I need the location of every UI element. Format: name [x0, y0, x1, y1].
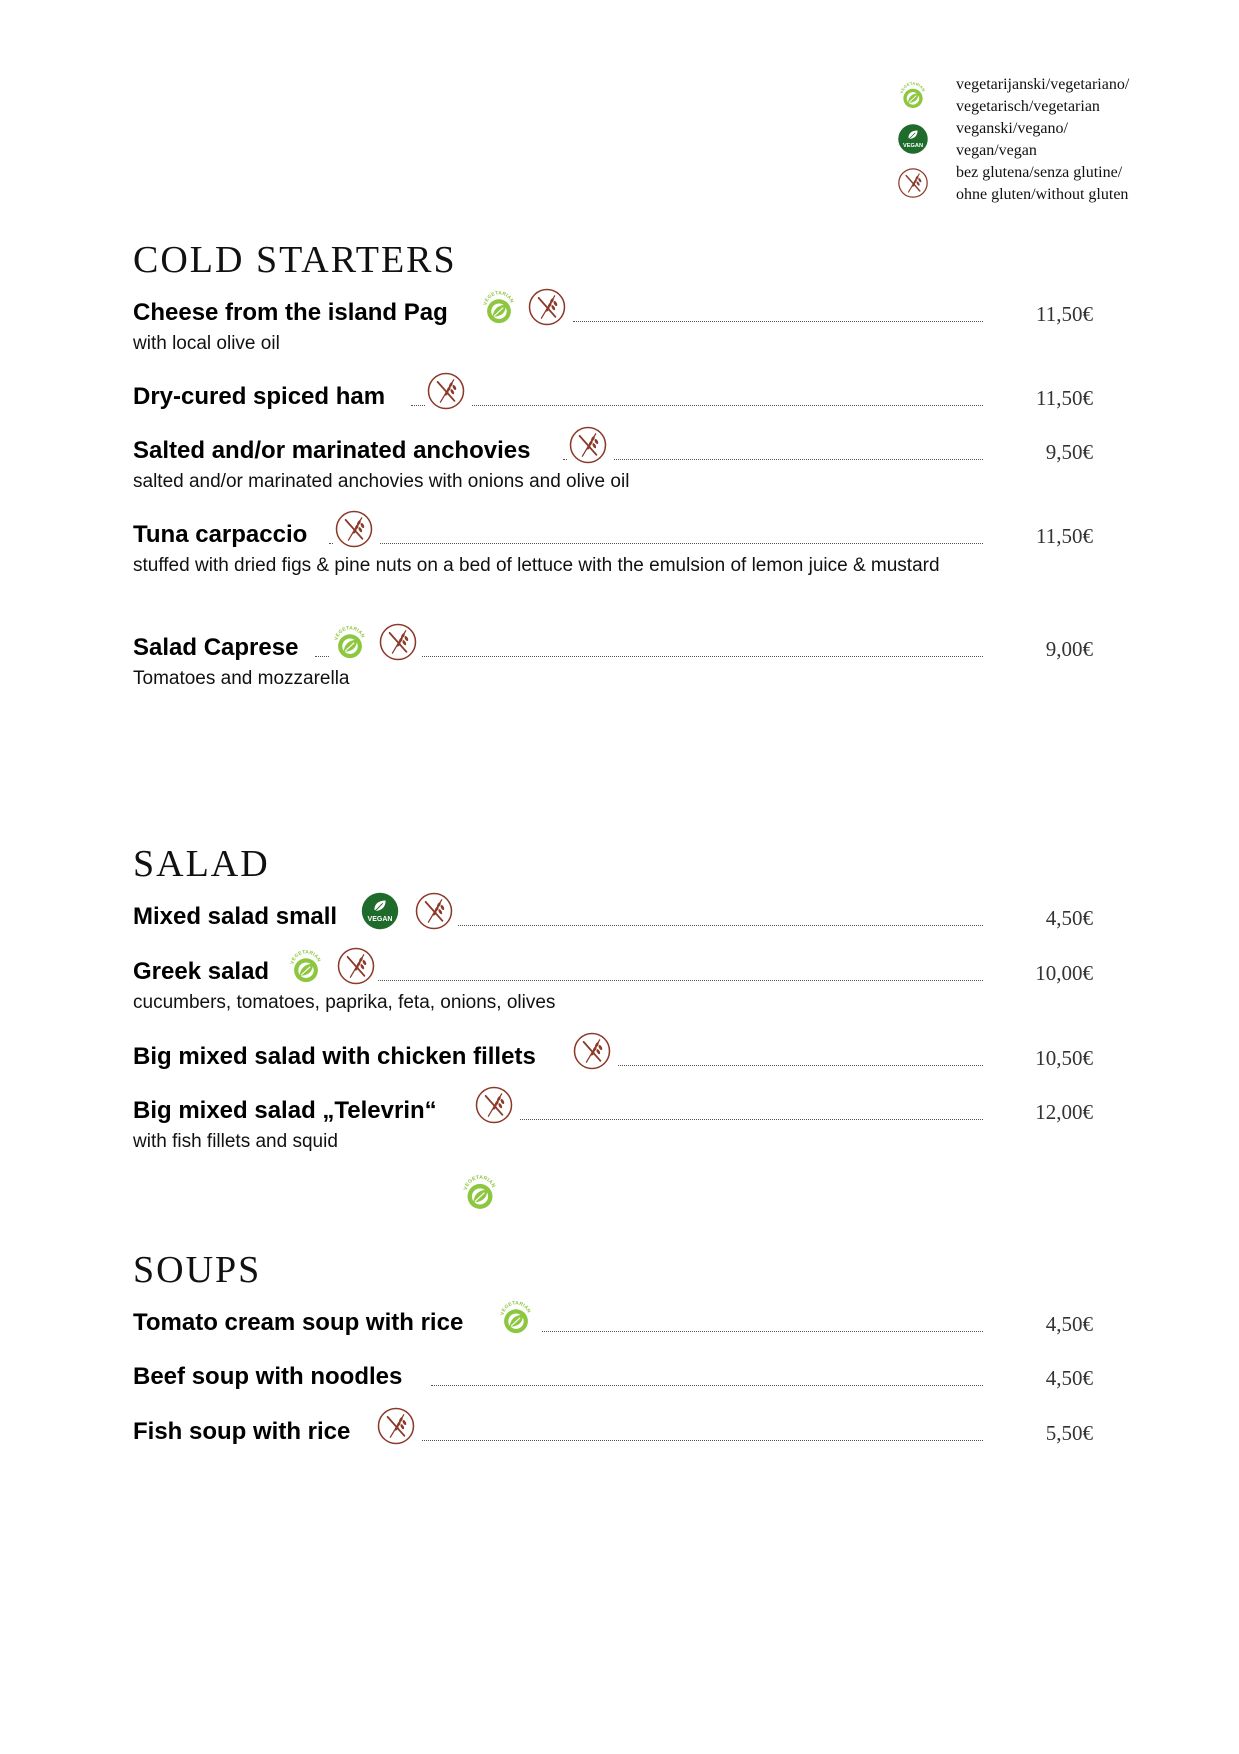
item-name: Fish soup with rice	[133, 1417, 356, 1447]
item-price: 5,50€	[1045, 1421, 1093, 1445]
vegetarian-icon	[329, 621, 371, 663]
gluten-free-icon	[896, 166, 930, 200]
menu-item	[133, 955, 1093, 1017]
dot-leader	[431, 1385, 983, 1386]
item-price: 9,50€	[1045, 440, 1093, 464]
dot-leader	[505, 1331, 983, 1332]
legend-text: veganski/vegano/	[956, 120, 1068, 137]
item-price: 12,00€	[1035, 1100, 1093, 1124]
dot-leader	[373, 980, 983, 981]
vegan-icon	[896, 122, 930, 156]
menu-item	[133, 518, 1093, 580]
menu-item	[133, 1306, 1093, 1340]
item-price: 11,50€	[1036, 524, 1093, 548]
item-name: Dry-cured spiced ham	[133, 382, 391, 412]
dot-leader	[329, 543, 983, 544]
gluten-free-icon	[526, 286, 568, 328]
menu-item	[133, 380, 1093, 414]
menu-item	[133, 434, 1093, 496]
item-name: Salted and/or marinated anchovies	[133, 436, 536, 466]
dot-leader	[603, 1065, 983, 1066]
item-icons	[571, 1028, 617, 1072]
item-price: 11,50€	[1036, 386, 1093, 410]
item-description: stuffed with dried figs & pine nuts on a bed of lettuce with the emulsion of lemon juice & mustard	[133, 555, 940, 576]
item-icons	[285, 943, 377, 987]
item-name: Big mixed salad with chicken fillets	[133, 1042, 542, 1072]
dot-leader	[381, 1440, 983, 1441]
item-icons	[495, 1294, 541, 1338]
gluten-free-icon	[567, 424, 609, 466]
gluten-free-icon	[571, 1030, 613, 1072]
vegan-icon	[359, 890, 401, 932]
legend-vegan	[896, 118, 1216, 162]
item-name: Salad Caprese	[133, 633, 304, 663]
legend-text: ohne gluten/without gluten	[956, 186, 1129, 203]
item-price: 10,00€	[1035, 961, 1093, 985]
item-price: 4,50€	[1045, 1366, 1093, 1390]
gluten-free-icon	[333, 508, 375, 550]
menu-item	[133, 296, 1093, 358]
item-name: Big mixed salad „Televrin“	[133, 1096, 443, 1126]
item-description: cucumbers, tomatoes, paprika, feta, onions, olives	[133, 992, 556, 1013]
item-price: 10,50€	[1035, 1046, 1093, 1070]
item-description: salted and/or marinated anchovies with onions and olive oil	[133, 471, 630, 492]
legend-text: vegan/vegan	[956, 142, 1037, 159]
section-title-cold-starters: COLD STARTERS	[133, 239, 457, 281]
legend-text: bez glutena/senza glutine/	[956, 164, 1123, 181]
gluten-free-icon	[375, 1405, 417, 1447]
item-name: Beef soup with noodles	[133, 1362, 408, 1392]
menu-item	[133, 631, 1093, 693]
gluten-free-icon	[377, 621, 419, 663]
dot-leader	[563, 459, 983, 460]
dot-leader	[573, 321, 983, 322]
item-price: 4,50€	[1045, 1312, 1093, 1336]
legend-text: vegetarijanski/vegetariano/	[956, 76, 1130, 93]
vegetarian-icon	[458, 1170, 502, 1214]
gluten-free-icon	[335, 945, 377, 987]
item-description: Tomatoes and mozzarella	[133, 668, 350, 689]
section-title-soups: SOUPS	[133, 1249, 262, 1291]
item-description: with fish fillets and squid	[133, 1131, 338, 1152]
gluten-free-icon	[413, 890, 455, 932]
item-icons	[359, 888, 457, 932]
item-name: Cheese from the island Pag	[133, 298, 454, 328]
gluten-free-icon	[425, 370, 467, 412]
legend-vegetarian	[896, 74, 1216, 118]
item-price: 11,50€	[1036, 302, 1093, 326]
item-icons	[478, 284, 570, 328]
item-name: Tomato cream soup with rice	[133, 1308, 469, 1338]
item-name: Tuna carpaccio	[133, 520, 313, 550]
gluten-free-icon	[473, 1084, 515, 1126]
dot-leader	[411, 405, 983, 406]
vegetarian-icon	[478, 286, 520, 328]
item-price: 4,50€	[1045, 906, 1093, 930]
section-title-salad: SALAD	[133, 843, 270, 885]
item-icons	[567, 422, 613, 466]
legend-text: vegetarisch/vegetarian	[956, 98, 1100, 115]
legend-gluten-free	[896, 162, 1216, 206]
dot-leader	[518, 1119, 983, 1120]
menu-item	[133, 900, 1093, 934]
dot-leader	[405, 925, 983, 926]
menu-item	[133, 1094, 1093, 1156]
item-icons	[329, 619, 421, 663]
item-description: with local olive oil	[133, 333, 280, 354]
item-icons	[375, 1403, 421, 1447]
vegetarian-icon	[285, 945, 327, 987]
vegetarian-icon	[896, 78, 930, 112]
item-icons	[333, 506, 379, 550]
menu-item	[133, 1040, 1093, 1074]
menu-item	[133, 1415, 1093, 1449]
vegetarian-icon	[495, 1296, 537, 1338]
item-name: Greek salad	[133, 957, 275, 987]
item-icons	[425, 368, 471, 412]
item-name: Mixed salad small	[133, 902, 343, 932]
menu-item	[133, 1360, 1093, 1394]
item-price: 9,00€	[1045, 637, 1093, 661]
item-icons	[473, 1082, 519, 1126]
